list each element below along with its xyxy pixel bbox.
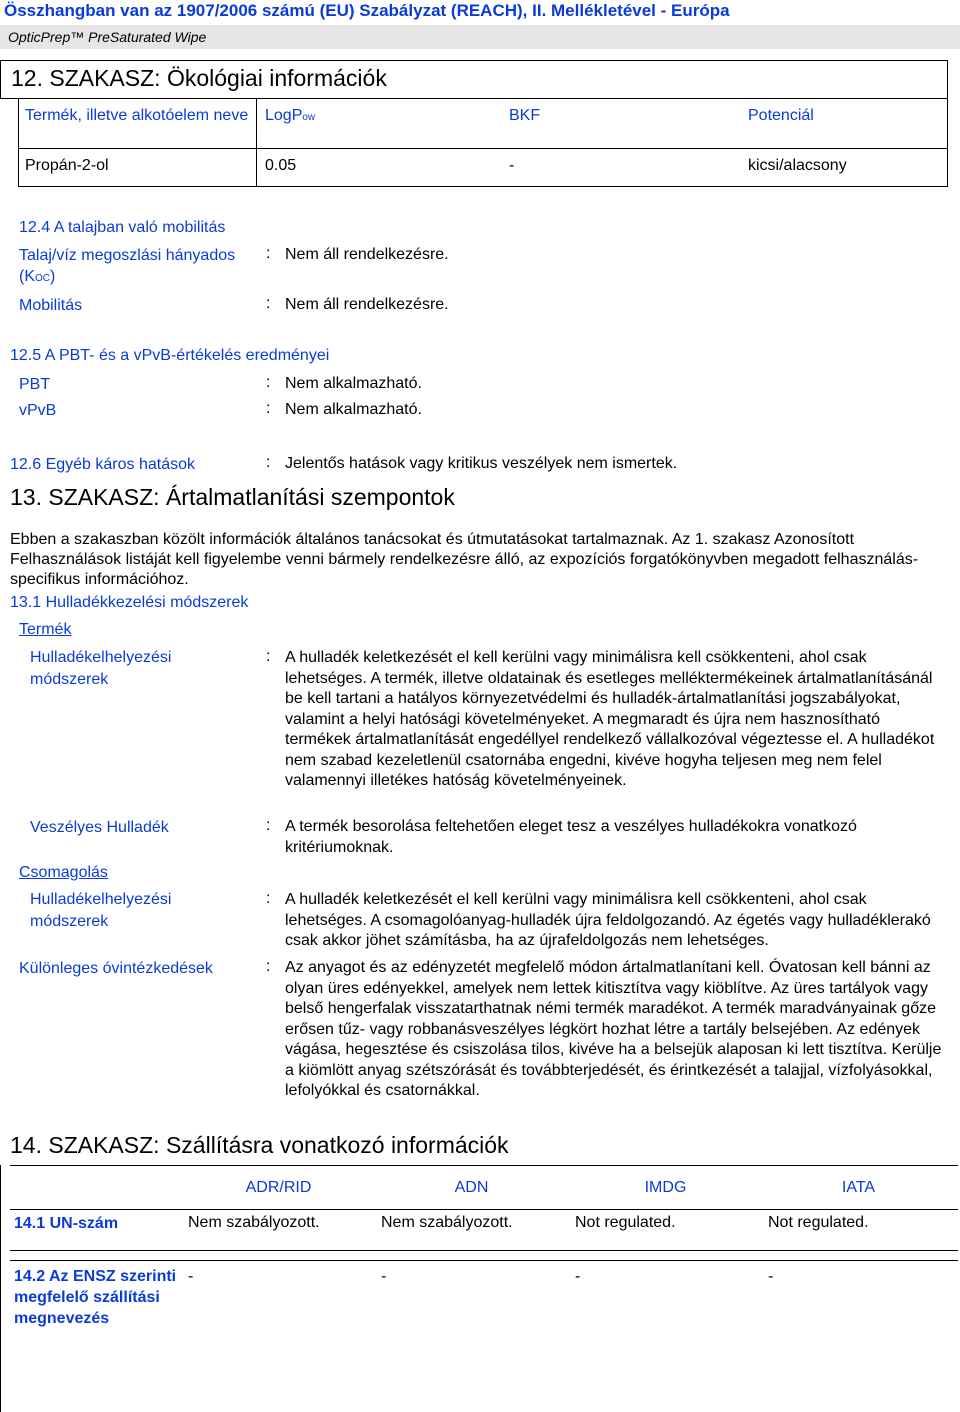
- transport-col-iata: IATA: [841, 1179, 876, 1196]
- shipping-name-adr-rid: -: [188, 1268, 194, 1285]
- transport-table: [0, 1165, 958, 1412]
- pbt-label: PBT: [19, 376, 51, 393]
- soil-mobility-heading: 12.4 A talajban való mobilitás: [19, 219, 226, 236]
- ecology-cell-bkf: -: [509, 157, 515, 174]
- special-precautions-label: Különleges óvintézkedések: [19, 960, 213, 977]
- un-number-label: 14.1 UN-szám: [14, 1215, 119, 1232]
- waste-treatment-heading: 13.1 Hulladékkezelési módszerek: [10, 594, 249, 611]
- packaging-subheading: Csomagolás: [19, 864, 108, 881]
- disposal-methods-value: A hulladék keletkezését el kell kerülni vagy minimálisra kell csökkenteni, ahol csak lehetséges. A termék, illetve oldatainak és esetleges melléktermékeinek ártalmatlanításánál be kell tartani a hatályos környezetvédelmi és hulladék-ártalmatlanítási jogszabályokat, valamint a helyi hatósági követelményeket. A megmaradt és újra nem hasznosítható termékek ártalmatlanítását engedéllyel rendelkező vállalkozóval végeztesse el. A hulladékot nem szabad kezeletlenül csatornába engedni, kivéve hogyha teljesen meg nem felel valamennyi illetékes hatóság követelményeinek.: [285, 649, 935, 789]
- ecology-col-potential: Potenciál: [748, 107, 814, 124]
- vpvb-label: vPvB: [19, 402, 57, 419]
- ecology-col-bkf: BKF: [509, 107, 541, 124]
- other-effects-value: Jelentős hatások vagy kritikus veszélyek nem ismertek.: [285, 455, 678, 472]
- ecology-cell-name: Propán-2-ol: [25, 157, 109, 174]
- section-14-heading: 14. SZAKASZ: Szállításra vonatkozó információk: [10, 1132, 509, 1158]
- section-12-heading: 12. SZAKASZ: Ökológiai információk: [11, 65, 387, 91]
- shipping-name-adn: -: [381, 1268, 387, 1285]
- disposal-methods-label: Hulladékelhelyezési módszerek: [30, 649, 172, 688]
- section-13-intro: Ebben a szakaszban közölt információk általános tanácsokat és útmutatásokat tartalmaznak. Az 1. szakasz Azonosított Felhasználások listáját kell figyelembe venni bármely rendelkezésre álló, az expozíciós forgatókönyvben megadott felhasználás-specifikus információhoz.: [10, 531, 919, 588]
- other-effects-label: 12.6 Egyéb káros hatások: [10, 456, 196, 473]
- mobility-value: Nem áll rendelkezésre.: [285, 296, 449, 313]
- koc-label: Talaj/víz megoszlási hányados (KOC): [19, 247, 236, 285]
- transport-col-adr-rid: ADR/RID: [245, 1179, 312, 1196]
- un-number-adr-rid: Nem szabályozott.: [188, 1214, 320, 1231]
- ecology-table: [18, 98, 948, 187]
- shipping-name-label: 14.2 Az ENSZ szerinti megfelelő szállítási megnevezés: [14, 1268, 177, 1327]
- product-subheading: Termék: [19, 621, 72, 638]
- vpvb-value: Nem alkalmazható.: [285, 401, 422, 418]
- un-number-iata: Not regulated.: [768, 1214, 869, 1231]
- packaging-disposal-value: A hulladék keletkezését el kell kerülni vagy minimálisra kell csökkenteni, ahol csak lehetséges. A csomagolóanyag-hulladék újra feldolgozandó. Az égetés vagy hulladéklerakó csak akkor jöhet számításba, ha az újrafeldolgozás nem lehetséges.: [285, 891, 931, 949]
- transport-col-imdg: IMDG: [644, 1179, 687, 1196]
- section-12-heading-box: [0, 60, 948, 99]
- product-name: OpticPrep™ PreSaturated Wipe: [8, 29, 207, 45]
- shipping-name-imdg: -: [575, 1268, 581, 1285]
- ecology-col-name: Termék, illetve alkotóelem neve: [25, 107, 249, 124]
- pbt-heading: 12.5 A PBT- és a vPvB-értékelés eredményei: [10, 347, 330, 364]
- document-header-title: Összhangban van az 1907/2006 számú (EU) Szabályzat (REACH), II. Mellékletével - Európa: [4, 1, 730, 20]
- mobility-label: Mobilitás: [19, 297, 83, 314]
- transport-col-adn: ADN: [454, 1179, 489, 1196]
- product-name-bar: [0, 25, 960, 49]
- un-number-imdg: Not regulated.: [575, 1214, 676, 1231]
- un-number-adn: Nem szabályozott.: [381, 1214, 513, 1231]
- packaging-disposal-label: Hulladékelhelyezési módszerek: [30, 891, 172, 930]
- hazardous-waste-value: A termék besorolása feltehetően eleget tesz a veszélyes hulladékokra vonatkozó kritériumoknak.: [285, 818, 857, 856]
- ecology-col-logpow: LogPow: [265, 107, 316, 124]
- ecology-cell-potential: kicsi/alacsony: [748, 157, 847, 174]
- ecology-cell-logpow: 0.05: [265, 157, 297, 174]
- special-precautions-value: Az anyagot és az edényzetét megfelelő módon ártalmatlanítani kell. Óvatosan kell bánni az olyan üres edényekkel, amelyek nem lettek kitisztítva vagy kiöblítve. Az üres tartályok vagy belső hengerfalak visszatarthatnak némi termék maradékot. A termék maradványainak gőze erősen tűz- vagy robbanásveszélyes légkört hozhat létre a tartály belsejében. Az edények vágása, hegesztése és csiszolása tilos, kivéve ha a belsejük alaposan ki lett tisztítva. Kerülje a kiömlött anyag szétszórását és továbbterjedését, és érintkezését a talajjal, vízfolyásokkal, lefolyókkal és csatornákkal.: [285, 959, 942, 1099]
- koc-value: Nem áll rendelkezésre.: [285, 246, 449, 263]
- hazardous-waste-label: Veszélyes Hulladék: [30, 819, 169, 836]
- shipping-name-iata: -: [768, 1268, 774, 1285]
- section-13-heading: 13. SZAKASZ: Ártalmatlanítási szempontok: [10, 484, 455, 510]
- pbt-value: Nem alkalmazható.: [285, 375, 422, 392]
